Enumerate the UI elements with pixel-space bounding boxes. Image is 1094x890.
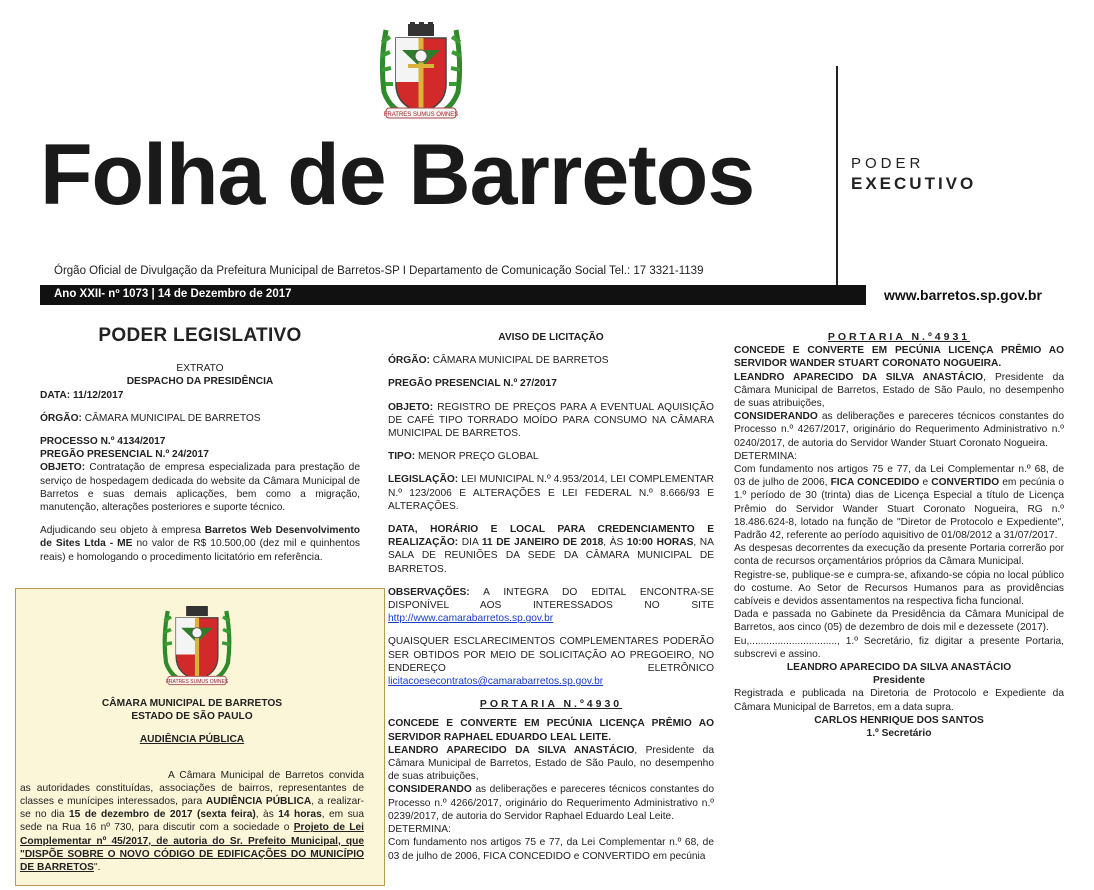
portaria-4931-p8: Registrada e publicada na Diretoria de Protocolo e Expediente da Câmara Municipal de Barretos, em a data supra. bbox=[734, 688, 1064, 713]
column-legislativo bbox=[40, 324, 360, 564]
portaria-4930-heading: PORTARIA N.º4930 bbox=[479, 698, 623, 711]
esclarecimentos-paragraph: QUAISQUER ESCLARECIMENTOS COMPLEMENTARES PODERÃO SER OBTIDOS POR MEIO DE SOLICITAÇÃO AO PREGOEIRO, NO ENDEREÇO ELETRÔNICO licitacoesecontratos@camarabarretos.sp.gov.br bbox=[388, 636, 714, 688]
ad-org-line2: ESTADO DE SÃO PAULO bbox=[131, 711, 253, 723]
masthead-subtitle: Órgão Oficial de Divulgação da Prefeitura Municipal de Barretos-SP I Departamento de Comunicação Social Tel.: 17 3321-1139 bbox=[54, 265, 704, 277]
pregao-line: PREGÃO PRESENCIAL N.º 24/2017 bbox=[40, 449, 209, 461]
adjudicacao-paragraph: Adjudicando seu objeto à empresa Barretos Web Desenvolvimento de Sites Ltda - ME no valor de R$ 10.500,00 (dez mil e quinhentos reais) e homologando o procedimento licitatório em referência. bbox=[40, 525, 360, 563]
orgao-line: ÓRGÃO: CÂMARA MUNICIPAL DE BARRETOS bbox=[40, 412, 261, 424]
signature-president-name: LEANDRO APARECIDO DA SILVA ANASTÁCIO bbox=[786, 662, 1012, 674]
aviso-heading: AVISO DE LICITAÇÃO bbox=[498, 332, 604, 343]
camara-crest-logo bbox=[156, 604, 238, 690]
signature-secretary-role: 1.º Secretário bbox=[866, 728, 932, 740]
objeto-paragraph: OBJETO: Contratação de empresa especializada para prestação de serviço de hospedagem dedicada do website da Câmara Municipal de Barretos e suas demais aplicações, bem como a migração, manutenção, alterações posteriores e suporte técnico. bbox=[40, 462, 360, 514]
tipo-line: TIPO: MENOR PREÇO GLOBAL bbox=[388, 451, 539, 463]
portaria-4931-heading: PORTARIA N.º4931 bbox=[827, 331, 971, 343]
portaria-4931-p3: Com fundamento nos artigos 75 e 77, da Lei Complementar n.º 68, de 03 de julho de 2006, FICA CONCEDIDO e CONVERTIDO em pecúnia o 1.º período de 30 (trinta) dias de Licença Especial a título de Licença Prêmio do Servidor Wander Stuart Coronato Nogueira, RG n.º 18.486.624-8, lotado na função de "Diretor de Protocolo e Expediente", Padrão 42, referente ao período aquisitivo de 01/08/2012 a 31/07/2017. bbox=[734, 464, 1064, 542]
observacoes-paragraph: OBSERVAÇÕES: A INTEGRA DO EDITAL ENCONTRA-SE DISPONÍVEL AOS INTERESSADOS NO SITE http://www.camarabarretos.sp.gov.br bbox=[388, 586, 714, 625]
portaria-4930-p2: CONSIDERANDO as deliberações e pareceres técnicos constantes do Processo n.º 4266/2017, originário do Requerimento Administrativo n.º 0239/2017, de autoria do Servidor Raphael Eduardo Leal Leite. bbox=[388, 784, 714, 822]
ad-crest-motto: FRATRES SUMUS OMNES bbox=[165, 678, 229, 685]
section-label-line2: EXECUTIVO bbox=[851, 174, 977, 193]
portaria-4931-determina: DETERMINA: bbox=[734, 450, 797, 462]
edital-link[interactable]: http://www.camarabarretos.sp.gov.br bbox=[388, 613, 554, 625]
legislacao-paragraph: LEGISLAÇÃO: LEI MUNICIPAL N.º 4.953/2014, LEI COMPLEMENTAR N.º 123/2006 E ALTERAÇÕES E LEI FEDERAL N.º 8.666/93 E ALTERAÇÕES. bbox=[388, 474, 714, 512]
issue-info-bar bbox=[40, 285, 866, 305]
city-crest-logo bbox=[372, 22, 470, 124]
processo-line: PROCESSO N.º 4134/2017 bbox=[40, 436, 166, 448]
ad-title: AUDIÊNCIA PÚBLICA bbox=[139, 734, 245, 746]
objeto-paragraph: OBJETO: REGISTRO DE PREÇOS PARA A EVENTUAL AQUISIÇÃO DE CAFÉ TIPO TORRADO MOÍDO PARA CONSUMO NA CÂMARA MUNICIPAL DE BARRETOS. bbox=[388, 401, 714, 440]
column-aviso-licitacao bbox=[388, 331, 714, 863]
portaria-4930-p3: Com fundamento nos artigos 75 e 77, da Lei Complementar n.º 68, de 03 de julho de 2006, FICA CONCEDIDO e CONVERTIDO em pecúnia bbox=[388, 837, 714, 862]
masthead-divider bbox=[836, 66, 838, 304]
portaria-4931-p7: Eu,..............................., 1.º Secretário, fiz digitar a presente Portaria, subscrevi e assino. bbox=[734, 635, 1064, 660]
portaria-4930-p1: LEANDRO APARECIDO DA SILVA ANASTÁCIO, Presidente da Câmara Municipal de Barretos, Estado de São Paulo, no desempenho de suas atribuições, bbox=[388, 744, 715, 783]
portaria-4931-p4: As despesas decorrentes da execução da presente Portaria correrão por conta de recursos orçamentários próprios da Câmara Municipal. bbox=[734, 543, 1064, 568]
email-link[interactable]: licitacoesecontratos@camarabarretos.sp.gov.br bbox=[388, 676, 604, 688]
portaria-4931-p6: Dada e passada no Gabinete da Presidência da Câmara Municipal de Barretos, aos cinco (05) de dezembro de dois mil e dezessete (2017). bbox=[734, 609, 1064, 634]
portaria-4931-p2: CONSIDERANDO as deliberações e pareceres técnicos constantes do Processo n.º 4267/2017, originário do Requerimento Administrativo n.º 0240/2017, de autoria do Servidor Wander Stuart Coronato Nogueira. bbox=[734, 411, 1064, 449]
portaria-4930-determina: DETERMINA: bbox=[388, 824, 451, 836]
signature-secretary-name: CARLOS HENRIQUE DOS SANTOS bbox=[814, 714, 984, 726]
masthead-title: Folha de Barretos bbox=[40, 127, 755, 223]
crest-motto: FRATRES SUMUS OMNES bbox=[383, 112, 459, 118]
ad-org-line1: CÂMARA MUNICIPAL DE BARRETOS bbox=[101, 698, 283, 709]
orgao-line: ÓRGÃO: CÂMARA MUNICIPAL DE BARRETOS bbox=[388, 355, 609, 367]
portaria-4931-title: CONCEDE E CONVERTE EM PECÚNIA LICENÇA PRÊMIO AO SERVIDOR WANDER STUART CORONATO NOGUEIRA. bbox=[734, 345, 1064, 370]
section-label-line1: PODER bbox=[851, 155, 925, 172]
portaria-4931-p1: LEANDRO APARECIDO DA SILVA ANASTÁCIO, Presidente da Câmara Municipal de Barretos, Estado de São Paulo, no desempenho de suas atribuições, bbox=[734, 371, 1065, 410]
column-portaria-4931 bbox=[734, 331, 1064, 740]
data-horario-paragraph: DATA, HORÁRIO E LOCAL PARA CREDENCIAMENTO E REALIZAÇÃO: DIA 11 DE JANEIRO DE 2018, ÀS 10:00 HORAS, NA SALA DE REUNIÕES DA SEDE DA CÂMARA MUNICIPAL DE BARRETOS. bbox=[388, 524, 714, 575]
ad-body bbox=[20, 697, 364, 874]
data-line: DATA: 11/12/2017 bbox=[40, 389, 124, 401]
despacho-heading: DESPACHO DA PRESIDÊNCIA bbox=[126, 376, 274, 388]
website-link[interactable]: www.barretos.sp.gov.br bbox=[884, 287, 1042, 303]
pregao-line: PREGÃO PRESENCIAL N.º 27/2017 bbox=[388, 378, 557, 390]
section-heading: PODER LEGISLATIVO bbox=[98, 325, 302, 346]
portaria-4931-p5: Registre-se, publique-se e cumpra-se, afixando-se cópia no local público do costume. Ao Setor de Recursos Humanos para as providências cabíveis e devidos assentamentos na respectiva ficha funcional. bbox=[734, 569, 1064, 608]
ad-paragraph: A Câmara Municipal de Barretos convida as autoridades constituídas, associações de bairros, representantes de classes e munícipes interessados, para AUDIÊNCIA PÚBLICA, a realizar-se no dia 15 de dezembro de 2017 (sexta feira), às 14 horas, em sua sede na Rua 16 nº 730, para discutir com a sociedade o Projeto de Lei Complementar nº 45/2017, de autoria do Sr. Prefeito Municipal, que "DISPÕE SOBRE O NOVO CÓDIGO DE EDIFICAÇÕES DO MUNICÍPIO DE BARRETOS". bbox=[20, 769, 365, 874]
issue-line: Ano XXII- nº 1073 | 14 de Dezembro de 2017 bbox=[54, 288, 292, 300]
portaria-4930-title: CONCEDE E CONVERTE EM PECÚNIA LICENÇA PRÊMIO AO SERVIDOR RAPHAEL EDUARDO LEAL LEITE. bbox=[388, 718, 714, 743]
extrato-label: EXTRATO bbox=[176, 363, 224, 375]
signature-president-role: Presidente bbox=[872, 675, 926, 687]
